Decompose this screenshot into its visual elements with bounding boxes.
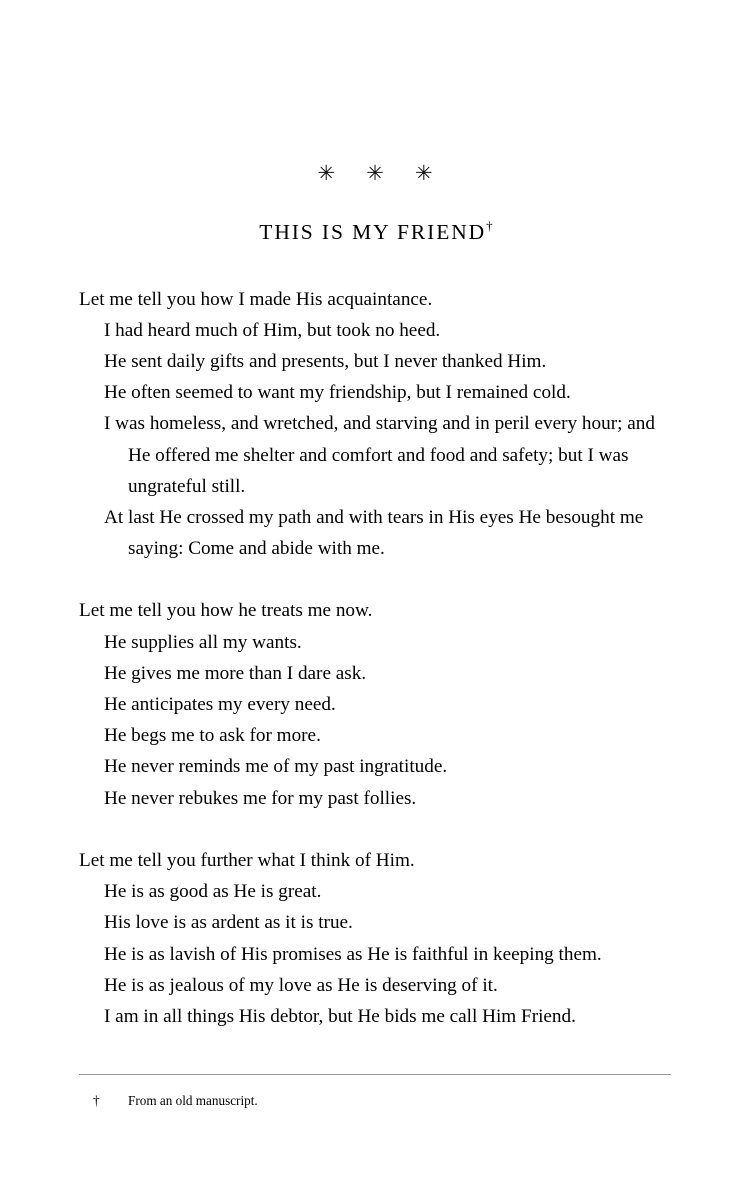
stanza-line: I had heard much of Him, but took no heed. — [104, 319, 441, 341]
poem-body — [79, 245, 671, 1032]
asterism-ornament: ✳ ✳ ✳ — [317, 161, 446, 185]
stanza-lead-line: Let me tell you further what I think of Him. — [79, 849, 415, 871]
footnote-area — [79, 1074, 671, 1109]
stanza-line: He gives me more than I dare ask. — [104, 662, 367, 684]
stanza-line: I am in all things His debtor, but He bids me call Him Friend. — [104, 1005, 576, 1027]
stanza — [79, 595, 671, 813]
stanza-line: His love is as ardent as it is true. — [104, 912, 353, 934]
footnote-marker: † — [93, 1093, 100, 1108]
stanza-line: He often seemed to want my friendship, but I remained cold. — [104, 382, 571, 404]
stanza-line: He is as good as He is great. — [104, 881, 322, 903]
stanza-line: He anticipates my every need. — [104, 694, 336, 716]
stanza-line: At last He crossed my path and with tears in His eyes He besought me saying: Come and abide with me. — [104, 507, 644, 560]
stanza-line: I was homeless, and wretched, and starving and in peril every hour; and He offered me shelter and comfort and food and safety; but I was ungrateful still. — [104, 413, 655, 497]
page-title-text: THIS IS MY FRIEND — [259, 220, 487, 244]
stanza — [79, 284, 671, 565]
stanza-line: He supplies all my wants. — [104, 631, 302, 653]
stanza — [79, 845, 671, 1032]
stanza-line: He never rebukes me for my past follies. — [104, 787, 417, 809]
stanza-line: He is as lavish of His promises as He is faithful in keeping them. — [104, 943, 602, 965]
stanza-lead-line: Let me tell you how he treats me now. — [79, 600, 373, 622]
stanza-line: He sent daily gifts and presents, but I never thanked Him. — [104, 351, 547, 373]
stanza-line: He never reminds me of my past ingratitude. — [104, 756, 448, 778]
text-column — [79, 0, 671, 1032]
page-title — [79, 191, 671, 245]
stanza-line: He begs me to ask for more. — [104, 725, 321, 747]
stanza-line: He is as jealous of my love as He is deserving of it. — [104, 974, 498, 996]
footnote — [79, 1075, 671, 1109]
title-footnote-marker: † — [486, 217, 493, 233]
stanza-lead-line: Let me tell you how I made His acquaintance. — [79, 288, 433, 310]
footnote-text: From an old manuscript. — [128, 1093, 258, 1108]
